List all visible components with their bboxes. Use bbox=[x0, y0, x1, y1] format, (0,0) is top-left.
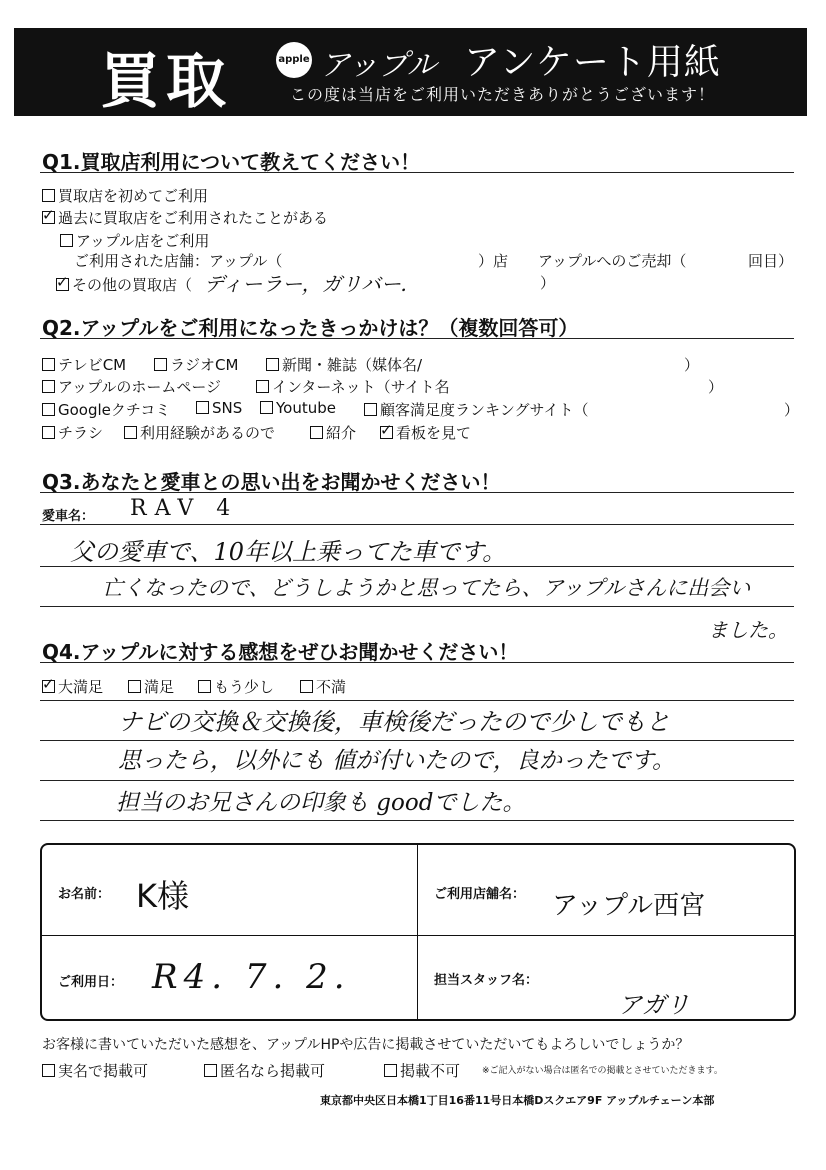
option-label: その他の買取店（ bbox=[72, 276, 193, 294]
option-label: 実名で掲載可 bbox=[58, 1062, 149, 1080]
checkbox[interactable] bbox=[42, 426, 55, 439]
card-divider-horizontal bbox=[42, 935, 794, 936]
q4-rule bbox=[40, 740, 794, 741]
option-label: 看板を見て bbox=[396, 424, 472, 442]
q2-row2-close: ） bbox=[708, 378, 724, 396]
q1-option-first[interactable] bbox=[42, 185, 208, 206]
option-label: 利用経験があるので bbox=[140, 424, 276, 442]
staff-value[interactable]: アガリ bbox=[618, 991, 690, 1019]
option-label: 匿名なら掲載可 bbox=[220, 1062, 326, 1080]
q1-sell-label: アップルへのご売却（ bbox=[538, 252, 687, 270]
q3-underline bbox=[40, 492, 794, 493]
option-label: Youtube bbox=[276, 399, 336, 417]
q4-answer-line3: 担当のお兄さんの印象も goodでした。 bbox=[116, 790, 526, 816]
checkbox[interactable] bbox=[60, 234, 73, 247]
checkbox[interactable] bbox=[266, 358, 279, 371]
checkbox[interactable] bbox=[42, 380, 55, 393]
q1-store-label: ご利用された店舗：アップル（ bbox=[74, 252, 283, 270]
q2-row1-close: ） bbox=[684, 356, 700, 374]
q2-option-tv[interactable] bbox=[42, 354, 126, 375]
q4-rule bbox=[40, 780, 794, 781]
header-banner bbox=[14, 28, 807, 116]
checkbox[interactable] bbox=[196, 401, 209, 414]
q3-car-label: 愛車名： bbox=[42, 509, 95, 524]
staff-label: 担当スタッフ名： bbox=[434, 973, 539, 988]
q3-answer-line1: 父の愛車で、10年以上乗ってた車です。 bbox=[70, 538, 507, 566]
checkbox-checked[interactable] bbox=[42, 680, 55, 693]
footer-question: お客様に書いていただいた感想を、アップルHPや広告に掲載させていただいてもよろしいでしょうか？ bbox=[42, 1037, 690, 1053]
q2-option-signboard[interactable] bbox=[380, 422, 471, 443]
q2-row3-close: ） bbox=[784, 401, 800, 419]
q3-rule bbox=[40, 606, 794, 607]
q4-option-very-satisfied[interactable] bbox=[42, 676, 103, 697]
q3-answer-line3: ました。 bbox=[708, 618, 788, 642]
q2-underline bbox=[40, 338, 794, 339]
option-label: Googleクチコミ bbox=[58, 401, 171, 419]
checkbox[interactable] bbox=[42, 189, 55, 202]
q2-option-flyer[interactable] bbox=[42, 422, 103, 443]
q4-option-satisfied[interactable] bbox=[128, 676, 174, 697]
page-subtitle: この度は当店をご利用いただきありがとうございます！ bbox=[290, 85, 716, 104]
brand-name: アップル bbox=[320, 48, 437, 83]
q3-rule bbox=[40, 524, 794, 525]
checkbox[interactable] bbox=[42, 403, 55, 416]
checkbox[interactable] bbox=[310, 426, 323, 439]
checkbox[interactable] bbox=[198, 680, 211, 693]
store-value[interactable]: アップル西宮 bbox=[552, 891, 706, 921]
customer-info-card bbox=[40, 843, 796, 1021]
q1-sell-suffix: 回目） bbox=[748, 252, 794, 270]
checkbox[interactable] bbox=[256, 380, 269, 393]
q1-option-past[interactable] bbox=[42, 207, 328, 228]
checkbox-checked[interactable] bbox=[380, 426, 393, 439]
checkbox[interactable] bbox=[42, 358, 55, 371]
option-label: テレビCM bbox=[58, 356, 127, 374]
q4-rule bbox=[40, 820, 794, 821]
option-label: SNS bbox=[212, 399, 243, 417]
checkbox[interactable] bbox=[204, 1064, 217, 1077]
checkbox-checked[interactable] bbox=[56, 278, 69, 291]
checkbox[interactable] bbox=[154, 358, 167, 371]
checkbox[interactable] bbox=[384, 1064, 397, 1077]
header-kanji: 買取 bbox=[100, 47, 232, 117]
card-divider-vertical bbox=[417, 845, 418, 1019]
q4-answer-line2: 思ったら，以外にも 値が付いたので，良かったです。 bbox=[118, 748, 676, 774]
q1-option-other[interactable] bbox=[56, 274, 192, 295]
q1-store-suffix: ）店 bbox=[478, 252, 509, 270]
option-label: ラジオCM bbox=[170, 356, 239, 374]
option-label: 紹介 bbox=[326, 424, 357, 442]
footer-option-anonymous[interactable] bbox=[204, 1060, 325, 1081]
q3-rule bbox=[40, 566, 794, 567]
q1-option-apple[interactable] bbox=[60, 230, 209, 251]
footer-address: 東京都中央区日本橋1丁目16番11号日本橋Dスクエア9F アップルチェーン本部 bbox=[320, 1094, 715, 1107]
q4-rule bbox=[40, 700, 794, 701]
option-label: 満足 bbox=[144, 678, 175, 696]
option-label: 掲載不可 bbox=[400, 1062, 461, 1080]
footer-option-decline[interactable] bbox=[384, 1060, 460, 1081]
q2-option-homepage[interactable] bbox=[42, 376, 221, 397]
option-label: インターネット（サイト名 bbox=[272, 378, 450, 396]
store-label: ご利用店舗名： bbox=[434, 887, 526, 902]
page-title: アンケート用紙 bbox=[464, 42, 721, 83]
q1-underline bbox=[40, 172, 794, 173]
option-label: 顧客満足度ランキングサイト（ bbox=[380, 401, 589, 419]
q3-car-value: RAV 4 bbox=[130, 496, 239, 521]
checkbox[interactable] bbox=[128, 680, 141, 693]
q1-other-handwritten: ディーラー，ガリバー． bbox=[204, 272, 421, 296]
q4-option-dissatisfied[interactable] bbox=[300, 676, 346, 697]
option-label: チラシ bbox=[58, 424, 104, 442]
q2-option-internet[interactable] bbox=[256, 376, 450, 397]
footer-option-realname[interactable] bbox=[42, 1060, 148, 1081]
checkbox[interactable] bbox=[42, 1064, 55, 1077]
q2-option-experience[interactable] bbox=[124, 422, 275, 443]
q3-answer-line2: 亡くなったので、どうしようかと思ってたら、アップルさんに出会い bbox=[102, 576, 751, 600]
checkbox[interactable] bbox=[124, 426, 137, 439]
q3-heading: Q3.あなたと愛車との思い出をお聞かせください！ bbox=[42, 470, 501, 494]
q4-option-somewhat[interactable] bbox=[198, 676, 274, 697]
q4-heading: Q4.アップルに対する感想をぜひお聞かせください！ bbox=[42, 640, 519, 664]
apple-logo-icon: apple bbox=[276, 42, 312, 78]
option-label: 過去に買取店をご利用されたことがある bbox=[58, 209, 329, 227]
q2-option-radio[interactable] bbox=[154, 354, 238, 375]
name-label: お名前： bbox=[58, 887, 111, 902]
q1-other-close: ） bbox=[540, 274, 556, 292]
checkbox[interactable] bbox=[364, 403, 377, 416]
q2-heading: Q2.アップルをご利用になったきっかけは？（複数回答可） bbox=[42, 316, 579, 340]
date-value[interactable]: R4. 7. 2. bbox=[152, 957, 351, 997]
q2-option-referral[interactable] bbox=[310, 422, 356, 443]
q2-option-google[interactable] bbox=[42, 399, 170, 420]
q2-option-youtube[interactable] bbox=[260, 399, 336, 417]
q2-option-newspaper[interactable] bbox=[266, 354, 422, 375]
option-label: アップルのホームページ bbox=[58, 378, 222, 396]
q2-option-sns[interactable] bbox=[196, 399, 242, 417]
option-label: 買取店を初めてご利用 bbox=[58, 187, 209, 205]
checkbox[interactable] bbox=[260, 401, 273, 414]
footer-note: ※ご記入がない場合は匿名での掲載とさせていただきます。 bbox=[482, 1066, 723, 1076]
option-label: アップル店をご利用 bbox=[76, 232, 210, 250]
q2-option-ranking[interactable] bbox=[364, 399, 589, 420]
q1-heading: Q1.買取店利用について教えてください！ bbox=[42, 150, 421, 174]
checkbox[interactable] bbox=[300, 680, 313, 693]
option-label: 不満 bbox=[316, 678, 347, 696]
date-label: ご利用日： bbox=[58, 975, 124, 990]
option-label: もう少し bbox=[214, 678, 275, 696]
checkbox-checked[interactable] bbox=[42, 211, 55, 224]
q4-answer-line1: ナビの交換＆交換後，車検後だったので少しでもと bbox=[118, 708, 670, 736]
q4-underline bbox=[40, 662, 794, 663]
name-value[interactable]: K様 bbox=[136, 877, 189, 915]
option-label: 新聞・雑誌（媒体名/ bbox=[282, 356, 423, 374]
option-label: 大満足 bbox=[58, 678, 104, 696]
